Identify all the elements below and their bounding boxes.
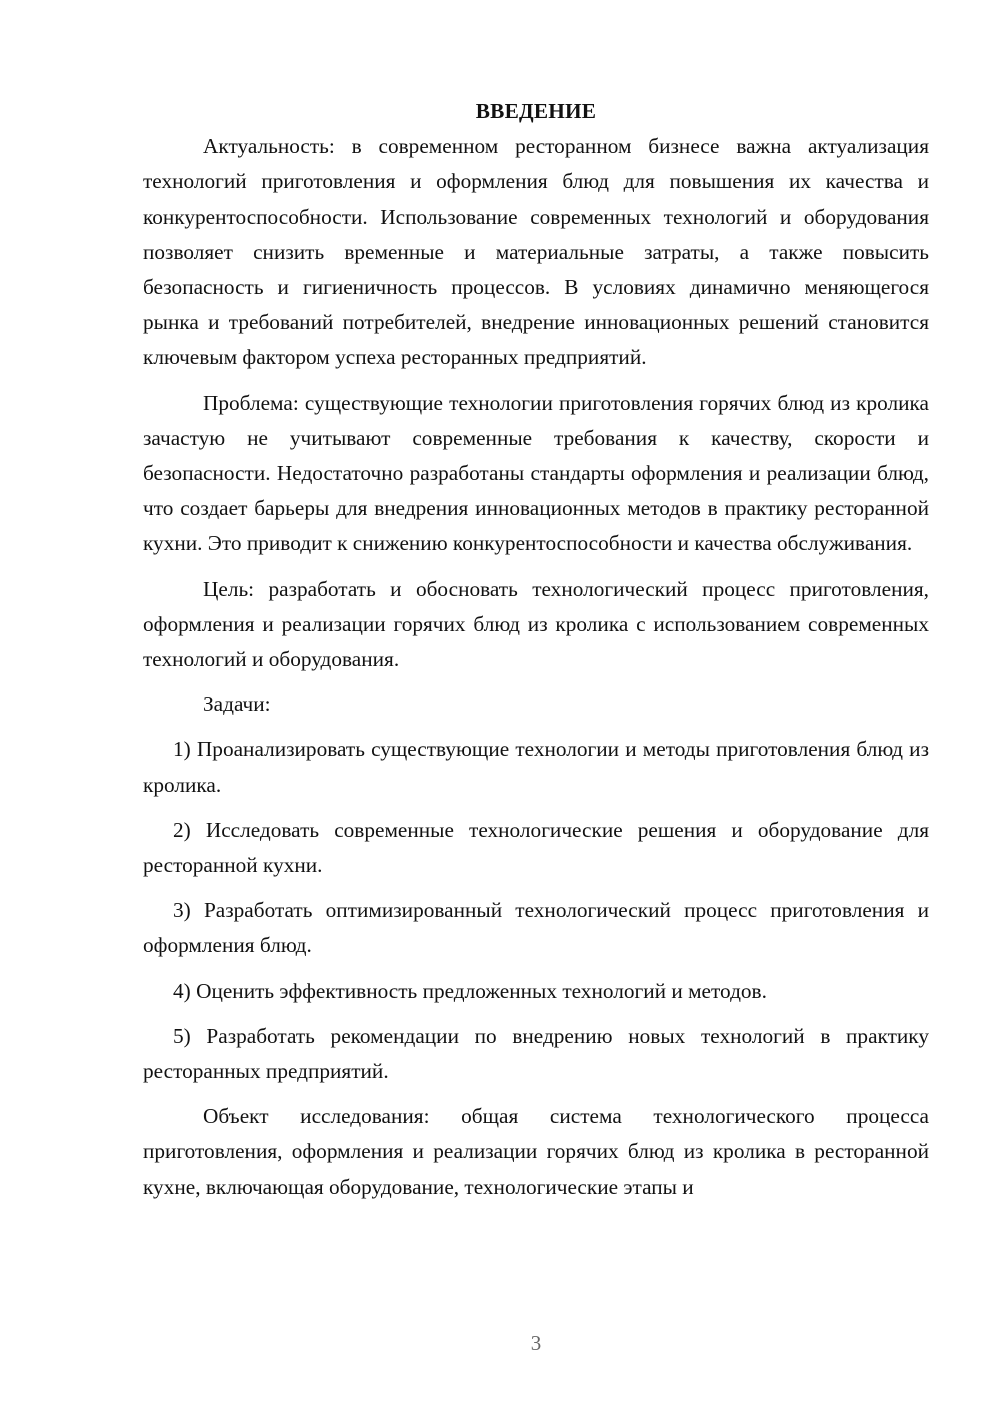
page-number: 3	[530, 1331, 542, 1355]
tasks-heading: Задачи:	[203, 692, 271, 717]
task-item-2: 2) Исследовать современные технологические решения и оборудование для ресторанной кухни.	[143, 817, 929, 878]
problem-paragraph: Проблема: существующие технологии приготовления горячих блюд из кролика зачастую не учитывают современные требования к качеству, скорости и безопасности. Недостаточно разработаны стандарты оформления и реализации блюд, что создает барьеры для внедрения инновационных методов в практику ресторанной кухни. Это приводит к снижению конкурентоспособности и качества обслуживания.	[143, 390, 929, 556]
task-item-5: 5) Разработать рекомендации по внедрению новых технологий в практику ресторанных предприятий.	[143, 1023, 929, 1084]
task-item-3: 3) Разработать оптимизированный технологический процесс приготовления и оформления блюд.	[143, 898, 929, 958]
object-paragraph: Объект исследования: общая система технологического процесса приготовления, оформления и реализации горячих блюд из кролика в ресторанной кухне, включающая оборудование, технологические этапы и	[143, 1104, 929, 1199]
page-content	[143, 94, 929, 1205]
goal-paragraph: Цель: разработать и обосновать технологический процесс приготовления, оформления и реализации горячих блюд из кролика с использованием современных технологий и оборудования.	[143, 576, 929, 672]
relevance-paragraph: Актуальность: в современном ресторанном бизнесе важна актуализация технологий приготовления и оформления блюд для повышения их качества и конкурентоспособности. Использование современных технологий и оборудования позволяет снизить временные и материальные затраты, а также повысить безопасность и гигиеничность процессов. В условиях динамично меняющегося рынка и требований потребителей, внедрение инновационных решений становится ключевым фактором успеха ресторанных предприятий.	[143, 134, 929, 370]
page-title: ВВЕДЕНИЕ	[475, 99, 597, 123]
task-item-4: 4) Оценить эффективность предложенных технологий и методов.	[173, 978, 767, 1003]
task-item-1: 1) Проанализировать существующие технологии и методы приготовления блюд из кролика.	[143, 737, 929, 797]
